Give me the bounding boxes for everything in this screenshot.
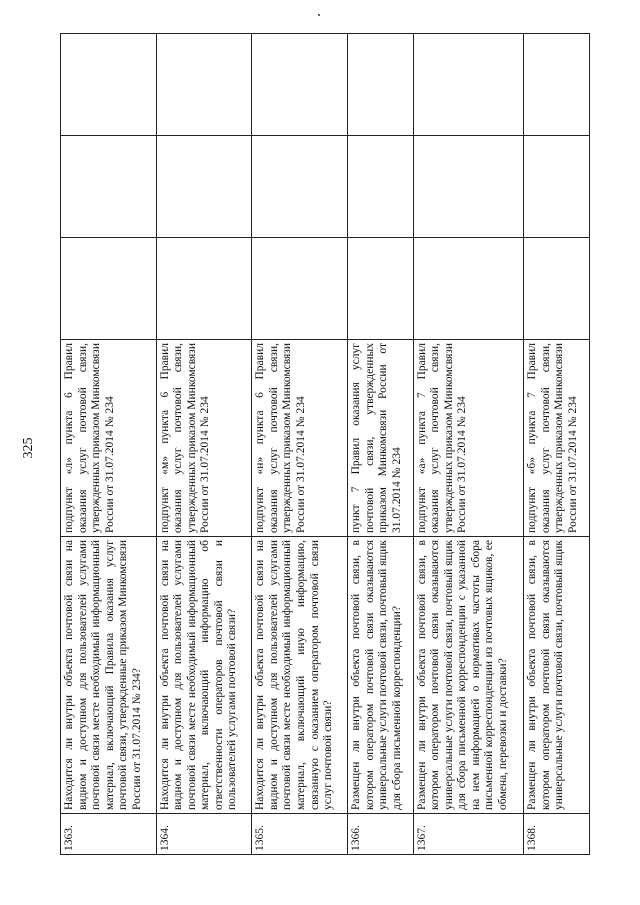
note-cell: [524, 34, 590, 136]
requirements-table: [60, 33, 590, 855]
requirement-question: Размещен ли внутри объекта почтовой связи, в котором оператором почтовой связи оказываются универсальные услуги почтовой связи, почтовый ящик: [524, 537, 590, 814]
row-number: 1364.: [156, 814, 252, 855]
requirement-question: Находится ли внутри объекта почтовой связи на видном и доступном для пользователей услугами почтовой связи месте необходимый информационный материал, включающий информацию об ответственности операторов почтовой связи и пользователей услугами почтовой связи?: [156, 537, 252, 814]
answer-cell: [524, 136, 590, 238]
requirement-question: Находится ли внутри объекта почтовой связи на видном и доступном для пользователей услугами почтовой связи месте необходимый информационный материал, включающий Правила оказания услуг почтовой связи, утвержденные приказом Минкомсвязи России от 31.07.2014 № 234?: [61, 537, 157, 814]
legal-reference: подпункт «л» пункта 6 Правил оказания услуг почтовой связи, утвержденных приказом Минкомсвязи России от 31.07.2014 № 234: [61, 340, 157, 537]
legal-reference: подпункт «б» пункта 7 Правил оказания услуг почтовой связи, утвержденных приказом Минкомсвязи России от 31.07.2014 № 234: [524, 340, 590, 537]
answer-cell: [348, 136, 414, 238]
answer-cell: [252, 136, 348, 238]
legal-reference: подпункт «н» пункта 6 Правил оказания услуг почтовой связи, утвержденных приказом Минкомсвязи России от 31.07.2014 № 234: [252, 340, 348, 537]
answer-cell: [252, 238, 348, 340]
note-cell: [413, 34, 524, 136]
table-row: [156, 34, 252, 855]
answer-cell: [413, 136, 524, 238]
row-number: 1367.: [413, 814, 524, 855]
legal-reference: пункт 7 Правил оказания услуг почтовой связи, утвержденных приказом Минкомсвязи России от 31.07.2014 № 234: [348, 340, 414, 537]
answer-cell: [156, 136, 252, 238]
row-number: 1368.: [524, 814, 590, 855]
table-row: [252, 34, 348, 855]
answer-cell: [156, 238, 252, 340]
note-cell: [348, 34, 414, 136]
table-row: [413, 34, 524, 855]
row-number: 1366.: [348, 814, 414, 855]
answer-cell: [61, 136, 157, 238]
note-cell: [156, 34, 252, 136]
table-row: [61, 34, 157, 855]
row-number: 1363.: [61, 814, 157, 855]
legal-reference: подпункт «а» пункта 7 Правил оказания услуг почтовой связи, утвержденных приказом Минкомсвязи России от 31.07.2014 № 234: [413, 340, 524, 537]
requirement-question: Размещен ли внутри объекта почтовой связи, в котором оператором почтовой связи оказываются универсальные услуги почтовой связи, почтовый ящик для сбора письменной корреспонденции с указанной на нем информацией о нормативах частоты сбора письменной корреспонденции из почтовых ящиков, ее обмена, перевозки и доставки?: [413, 537, 524, 814]
table-row: [524, 34, 590, 855]
requirement-question: Находится ли внутри объекта почтовой связи на видном и доступном для пользователей услугами почтовой связи месте необходимый информационный материал, включающий иную информацию, связанную с оказанием оператором почтовой связи услуг почтовой связи?: [252, 537, 348, 814]
scan-artifact: [318, 14, 320, 16]
rotated-document-sheet: [60, 83, 590, 855]
answer-cell: [413, 238, 524, 340]
legal-reference: подпункт «м» пункта 6 Правил оказания услуг почтовой связи, утвержденных приказом Минкомсвязи России от 31.07.2014 № 234: [156, 340, 252, 537]
row-number: 1365.: [252, 814, 348, 855]
note-cell: [61, 34, 157, 136]
page-number: 325: [21, 437, 36, 459]
answer-cell: [348, 238, 414, 340]
note-cell: [252, 34, 348, 136]
table-row: [348, 34, 414, 855]
answer-cell: [524, 238, 590, 340]
answer-cell: [61, 238, 157, 340]
requirement-question: Размещен ли внутри объекта почтовой связи, в котором оператором почтовой связи оказываются универсальные услуги почтовой связи, почтовый ящик для сбора письменной корреспонденции?: [348, 537, 414, 814]
